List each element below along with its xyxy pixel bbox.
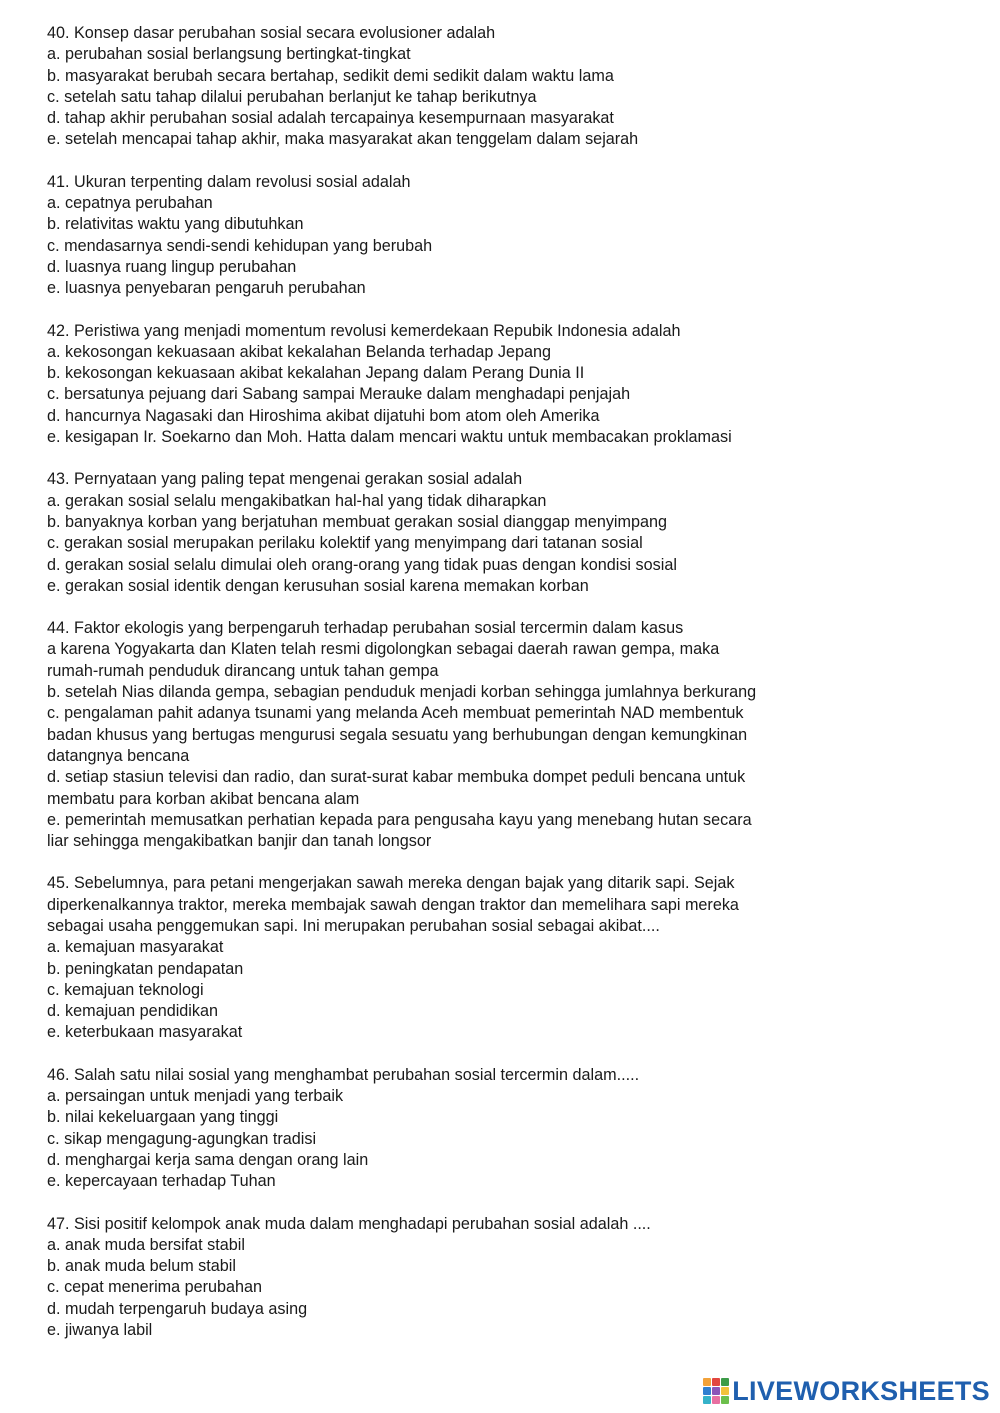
- answer-option: a. perubahan sosial berlangsung bertingkat-tingkat: [47, 45, 411, 64]
- logo-square: [703, 1387, 711, 1395]
- answer-option: a karena Yogyakarta dan Klaten telah resmi digolongkan sebagai daerah rawan gempa, maka: [47, 640, 720, 659]
- answer-option: d. luasnya ruang lingup perubahan: [47, 257, 297, 276]
- logo-square: [712, 1396, 720, 1404]
- logo-square: [712, 1378, 720, 1386]
- question-block: [47, 873, 967, 1043]
- answer-option: c. mendasarnya sendi-sendi kehidupan yang berubah: [47, 236, 433, 255]
- answer-option: b. peningkatan pendapatan: [47, 959, 244, 978]
- answer-option: c. setelah satu tahap dilalui perubahan berlanjut ke tahap berikutnya: [47, 87, 537, 106]
- answer-option: e. luasnya penyebaran pengaruh perubahan: [47, 279, 366, 298]
- answer-option: c. bersatunya pejuang dari Sabang sampai Merauke dalam menghadapi penjajah: [47, 385, 631, 404]
- answer-option: d. hancurnya Nagasaki dan Hiroshima akibat dijatuhi bom atom oleh Amerika: [47, 406, 600, 425]
- answer-option: b. banyaknya korban yang berjatuhan membuat gerakan sosial dianggap menyimpang: [47, 512, 668, 531]
- answer-option: b. anak muda belum stabil: [47, 1257, 236, 1276]
- question-text: 47. Sisi positif kelompok anak muda dalam menghadapi perubahan sosial adalah ....: [47, 1214, 651, 1233]
- question-text: diperkenalkannya traktor, mereka membajak sawah dengan traktor dan memelihara sapi mereka: [47, 895, 739, 914]
- liveworksheets-logo[interactable]: [703, 1377, 990, 1405]
- answer-option: rumah-rumah penduduk dirancang untuk tahan gempa: [47, 661, 439, 680]
- answer-option: c. kemajuan teknologi: [47, 980, 204, 999]
- liveworksheets-logo-icon: [703, 1378, 729, 1404]
- answer-option: a. kekosongan kekuasaan akibat kekalahan Belanda terhadap Jepang: [47, 342, 551, 361]
- question-block: [47, 23, 967, 151]
- answer-option: badan khusus yang bertugas mengurusi segala sesuatu yang berhubungan dengan kemungkinan: [47, 725, 748, 744]
- question-text: 44. Faktor ekologis yang berpengaruh terhadap perubahan sosial tercermin dalam kasus: [47, 619, 684, 638]
- answer-option: e. kesigapan Ir. Soekarno dan Moh. Hatta dalam mencari waktu untuk membacakan proklamasi: [47, 428, 732, 447]
- logo-square: [712, 1387, 720, 1395]
- answer-option: d. mudah terpengaruh budaya asing: [47, 1299, 308, 1318]
- answer-option: c. sikap mengagung-agungkan tradisi: [47, 1129, 317, 1148]
- answer-option: b. relativitas waktu yang dibutuhkan: [47, 215, 304, 234]
- logo-square: [721, 1387, 729, 1395]
- worksheet-page: [47, 23, 967, 1362]
- question-text: 41. Ukuran terpenting dalam revolusi sosial adalah: [47, 172, 411, 191]
- answer-option: e. keterbukaan masyarakat: [47, 1023, 243, 1042]
- question-text: 42. Peristiwa yang menjadi momentum revolusi kemerdekaan Repubik Indonesia adalah: [47, 321, 681, 340]
- question-block: [47, 172, 967, 300]
- question-text: 45. Sebelumnya, para petani mengerjakan sawah mereka dengan bajak yang ditarik sapi. Sejak: [47, 874, 735, 893]
- answer-option: datangnya bencana: [47, 746, 190, 765]
- answer-option: a. gerakan sosial selalu mengakibatkan hal-hal yang tidak diharapkan: [47, 491, 547, 510]
- answer-option: liar sehingga mengakibatkan banjir dan tanah longsor: [47, 832, 432, 851]
- answer-option: c. gerakan sosial merupakan perilaku kolektif yang menyimpang dari tatanan sosial: [47, 534, 643, 553]
- question-block: [47, 1065, 967, 1193]
- answer-option: d. tahap akhir perubahan sosial adalah tercapainya kesempurnaan masyarakat: [47, 109, 614, 128]
- logo-square: [721, 1396, 729, 1404]
- question-block: [47, 469, 967, 597]
- answer-option: membatu para korban akibat bencana alam: [47, 789, 360, 808]
- answer-option: b. nilai kekeluargaan yang tinggi: [47, 1108, 279, 1127]
- question-text: 46. Salah satu nilai sosial yang menghambat perubahan sosial tercermin dalam.....: [47, 1065, 640, 1084]
- question-text: 40. Konsep dasar perubahan sosial secara evolusioner adalah: [47, 24, 496, 42]
- question-block: [47, 618, 967, 852]
- logo-text: LIVEWORKSHEETS: [732, 1376, 990, 1406]
- logo-square: [703, 1396, 711, 1404]
- answer-option: e. setelah mencapai tahap akhir, maka masyarakat akan tenggelam dalam sejarah: [47, 130, 639, 149]
- answer-option: e. pemerintah memusatkan perhatian kepada para pengusaha kayu yang menebang hutan secara: [47, 810, 752, 829]
- answer-option: a. persaingan untuk menjadi yang terbaik: [47, 1087, 344, 1106]
- question-text: sebagai usaha penggemukan sapi. Ini merupakan perubahan sosial sebagai akibat....: [47, 916, 660, 935]
- logo-square: [721, 1378, 729, 1386]
- answer-option: b. kekosongan kekuasaan akibat kekalahan Jepang dalam Perang Dunia II: [47, 364, 585, 383]
- answer-option: a. anak muda bersifat stabil: [47, 1235, 245, 1254]
- logo-square: [703, 1378, 711, 1386]
- answer-option: e. jiwanya labil: [47, 1321, 153, 1340]
- answer-option: c. pengalaman pahit adanya tsunami yang melanda Aceh membuat pemerintah NAD membentuk: [47, 704, 744, 723]
- question-block: [47, 321, 967, 449]
- answer-option: e. kepercayaan terhadap Tuhan: [47, 1172, 276, 1191]
- answer-option: c. cepat menerima perubahan: [47, 1278, 263, 1297]
- question-text: 43. Pernyataan yang paling tepat mengenai gerakan sosial adalah: [47, 470, 523, 489]
- answer-option: b. setelah Nias dilanda gempa, sebagian penduduk menjadi korban sehingga jumlahnya berkurang: [47, 683, 757, 702]
- question-block: [47, 1214, 967, 1342]
- answer-option: a. kemajuan masyarakat: [47, 938, 224, 957]
- answer-option: e. gerakan sosial identik dengan kerusuhan sosial karena memakan korban: [47, 576, 589, 595]
- answer-option: d. kemajuan pendidikan: [47, 1002, 218, 1021]
- answer-option: b. masyarakat berubah secara bertahap, sedikit demi sedikit dalam waktu lama: [47, 66, 614, 85]
- answer-option: a. cepatnya perubahan: [47, 194, 213, 213]
- answer-option: d. menghargai kerja sama dengan orang lain: [47, 1150, 369, 1169]
- answer-option: d. gerakan sosial selalu dimulai oleh orang-orang yang tidak puas dengan kondisi sosial: [47, 555, 677, 574]
- answer-option: d. setiap stasiun televisi dan radio, dan surat-surat kabar membuka dompet peduli bencana untuk: [47, 768, 746, 787]
